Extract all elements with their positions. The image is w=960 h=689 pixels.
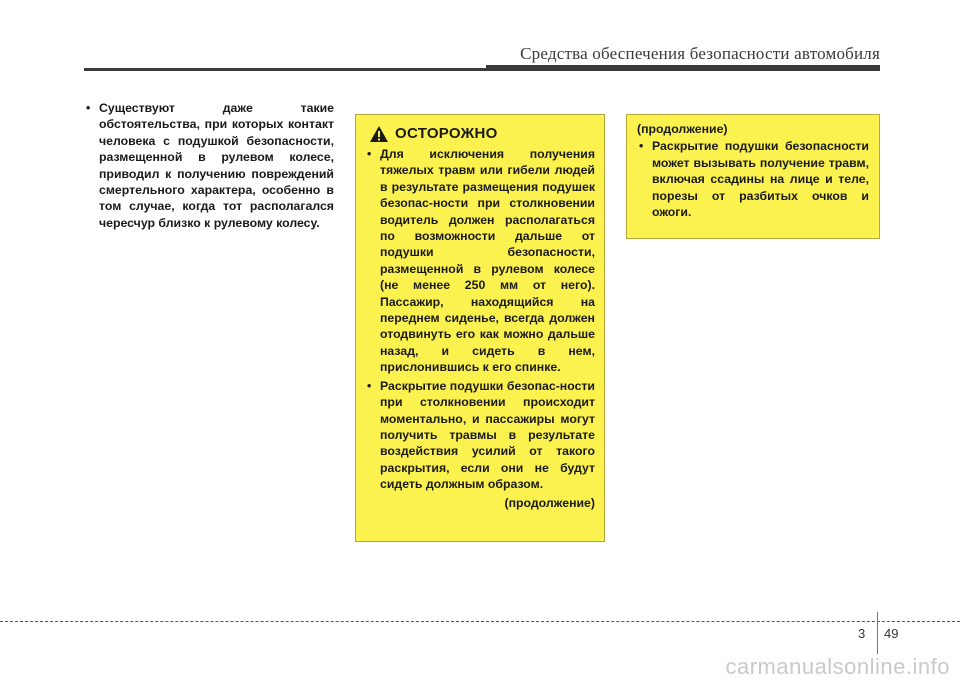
list-item: • Раскрытие подушки безопас-ности при столкновении происходит моментально, и пассажиры могут получить травмы в результате воздействия усилий от такого раскрытия, если они не будут сидеть должным образом. [365, 378, 595, 493]
warning-title-row [365, 125, 595, 143]
list-item: • Для исключения получения тяжелых травм или гибели людей в результате размещения подушек безопас-ности при столкновении водитель должен располагаться по возможности дальше от подушки безопасности, размещенной в рулевом колесе (не менее 250 мм от него). Пассажир, находящийся на переднем сиденье, всегда должен отодвинуть его как можно дальше назад, и сидеть в нем, прислонившись к его спинке. [365, 146, 595, 376]
warning-box [355, 114, 605, 542]
footer-rule [0, 621, 960, 622]
list-item: • Раскрытие подушки безопасности может вызывать получение травм, включая ссадины на лице и теле, порезы от разбитых очков и ожоги. [637, 138, 869, 220]
page-number: 49 [884, 626, 899, 641]
list-item: • Существуют даже такие обстоятельства, при которых контакт человека с подушкой безопасности, размещенной в рулевом колесе, приводил к получению повреждений смертельного характера, особенно в том случае, когда тот располагался чересчур близко к рулевому колесу. [84, 100, 334, 231]
warning-triangle-icon [369, 125, 389, 143]
footer-divider [877, 612, 878, 654]
watermark: carmanualsonline.info [725, 654, 950, 679]
chapter-number: 3 [858, 626, 866, 641]
continuation-label: (продолжение) [637, 122, 728, 136]
warning-title: ОСТОРОЖНО [395, 124, 498, 142]
continued-label: (продолжение) [504, 495, 595, 510]
header-title: Средства обеспечения безопасности автомобиля [520, 44, 880, 63]
continuation-box [626, 114, 880, 239]
header-rule-accent [486, 65, 880, 70]
left-column [84, 100, 334, 231]
